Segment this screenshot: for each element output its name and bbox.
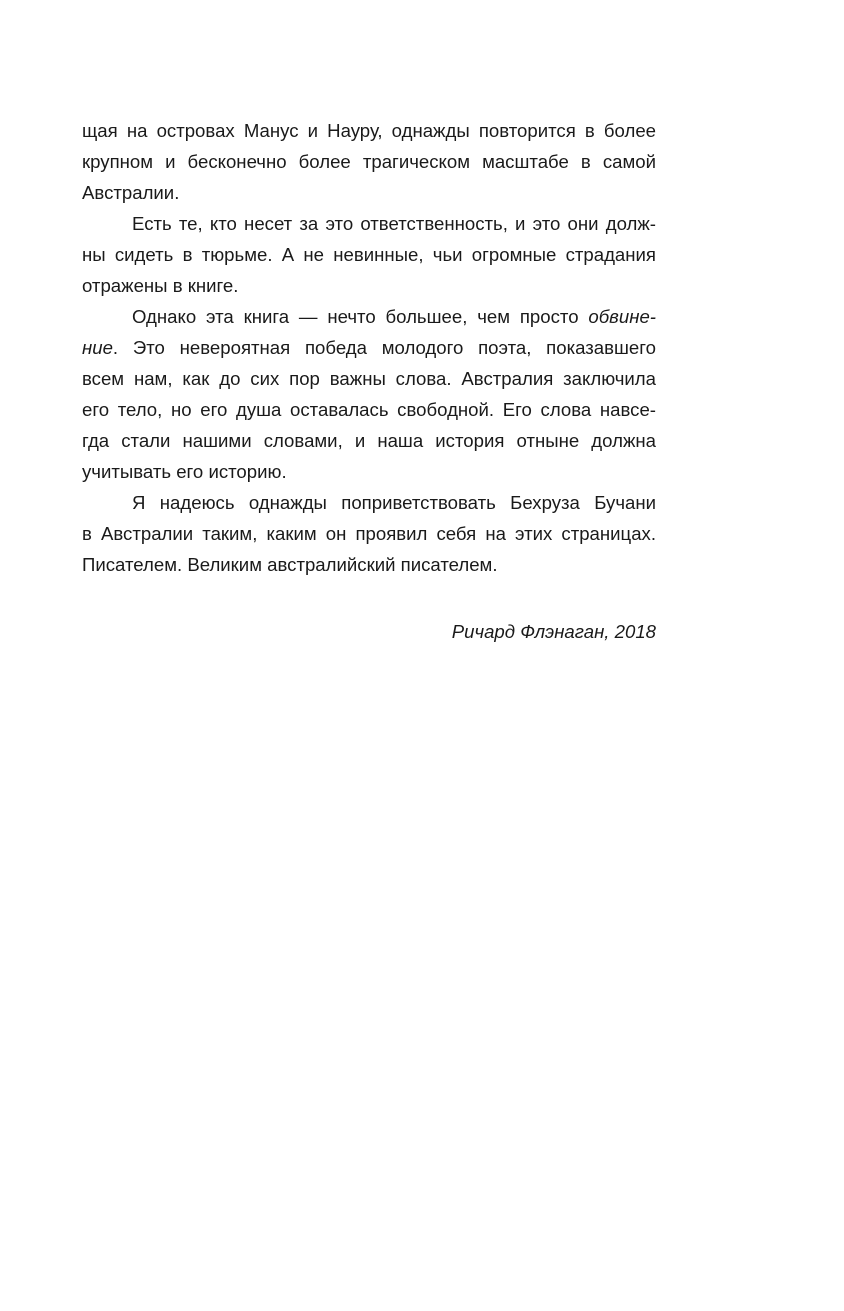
text-line: в Австралии таким, каким он проявил себя на этих страницах. [82,523,656,544]
paragraph-1 [82,115,656,208]
text-line: отражены в книге. [82,275,239,296]
text-line: Я надеюсь однажды поприветствовать Бехруза Бучани [132,492,656,513]
text-line: гда стали нашими словами, и наша история отныне должна [82,430,656,451]
author-signature: Ричард Флэнаган, 2018 [451,621,656,642]
paragraph-2 [82,208,656,301]
page-body [82,115,656,580]
text-line: его тело, но его душа оставалась свободной. Его слова навсе- [82,399,656,420]
text-line: щая на островах Манус и Науру, однажды повторится в более [82,120,656,141]
text-line: ны сидеть в тюрьме. А не невинные, чьи огромные страдания [82,244,656,265]
emphasis-text: ние [82,337,113,358]
text-line [82,332,656,363]
paragraph-4 [82,487,656,580]
emphasis-text: обвине- [588,306,656,327]
paragraph-3 [82,301,656,487]
text-line: учитывать его историю. [82,461,287,482]
text-line [82,301,656,332]
text-segment: . Это невероятная победа молодого поэта, показавшего [112,337,656,358]
text-line: Есть те, кто несет за это ответственность, и это они долж- [132,213,656,234]
text-line: Писателем. Великим австралийский писателем. [82,554,498,575]
text-segment: Однако эта книга — нечто большее, чем просто [132,306,589,327]
text-line: Австралии. [82,182,180,203]
text-line: всем нам, как до сих пор важны слова. Австралия заключила [82,368,656,389]
text-line: крупном и бесконечно более трагическом масштабе в самой [82,151,656,172]
